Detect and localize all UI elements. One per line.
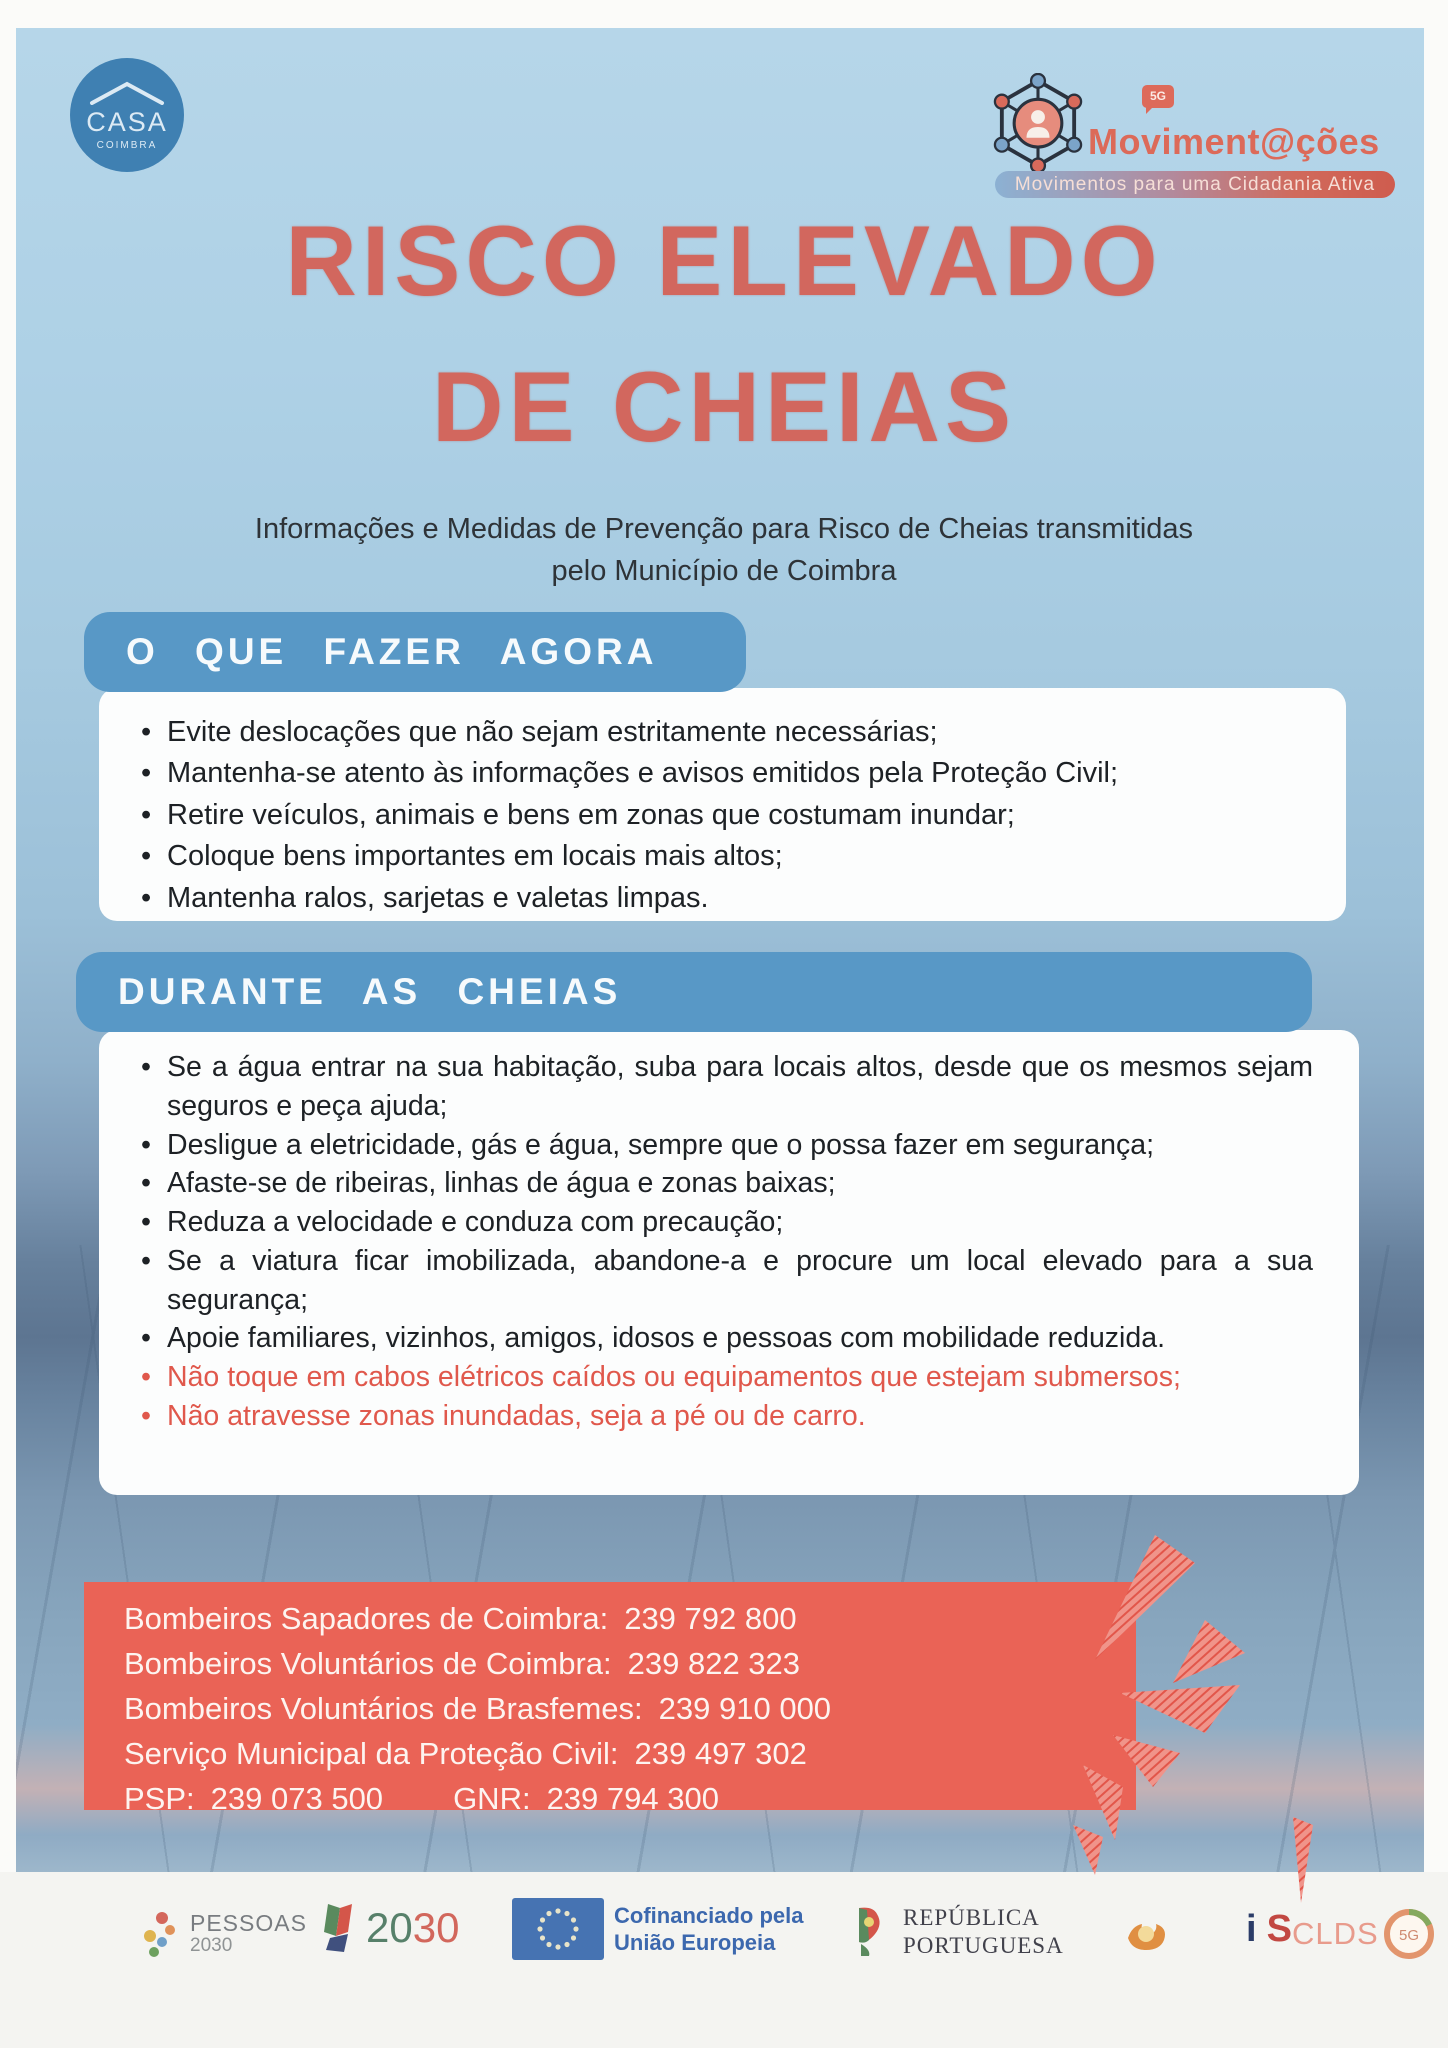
contact-number: 239 073 500	[210, 1781, 384, 1816]
pessoas-2030-subtext: 2030	[190, 1935, 233, 1957]
hands-emblem-logo	[1122, 1912, 1170, 1952]
contact-number: 239 497 302	[634, 1736, 807, 1771]
contact-line	[124, 1776, 1136, 1821]
republica-portuguesa-logo	[855, 1904, 1064, 1959]
pessoas-2030-icon	[138, 1910, 180, 1958]
2030-digits-30: 30	[412, 1904, 460, 1951]
contact-line	[124, 1596, 1136, 1641]
svg-text:5G: 5G	[1398, 1927, 1419, 1944]
casa-logo-subtext: COIMBRA	[96, 140, 158, 151]
contact-number: 239 822 323	[627, 1646, 801, 1681]
list-item: • Coloque bens importantes em locais mais altos;	[135, 836, 1306, 877]
casa-logo-text: CASA	[86, 107, 168, 137]
clds-text: CLDS	[1292, 1916, 1379, 1951]
contact-pair	[453, 1781, 719, 1816]
republica-text-line-2: PORTUGUESA	[903, 1932, 1064, 1958]
contact-number: 239 794 300	[546, 1781, 719, 1816]
contact-pair	[124, 1781, 383, 1816]
what-to-do-now-panel	[99, 688, 1346, 921]
iss-letter-s: S	[1266, 1908, 1292, 1950]
contact-label: Bombeiros Voluntários de Brasfemes:	[124, 1691, 643, 1726]
casa-coimbra-logo	[70, 58, 184, 172]
movimentacoes-tagline: Movimentos para uma Cidadania Ativa	[995, 171, 1395, 198]
list-item-warning: • Não atravesse zonas inundadas, seja a pé ou de carro.	[135, 1397, 1313, 1436]
contact-label: Bombeiros Sapadores de Coimbra:	[124, 1601, 609, 1636]
what-to-do-now-list	[135, 712, 1306, 919]
list-item: • Desligue a eletricidade, gás e água, sempre que o possa fazer em segurança;	[135, 1126, 1313, 1165]
republica-text-line-1: REPÚBLICA	[903, 1905, 1040, 1930]
list-item: • Mantenha ralos, sarjetas e valetas limpas.	[135, 878, 1306, 919]
portuguese-flag-icon	[855, 1906, 893, 1958]
list-item: • Evite deslocações que não sejam estritamente necessárias;	[135, 712, 1306, 753]
list-item: • Apoie familiares, vizinhos, amigos, idosos e pessoas com mobilidade reduzida.	[135, 1319, 1313, 1358]
contact-line	[124, 1686, 1136, 1731]
contact-label: Bombeiros Voluntários de Coimbra:	[124, 1646, 612, 1681]
pessoas-2030-logo	[138, 1910, 307, 1958]
contact-label: PSP:	[124, 1781, 195, 1816]
subtitle-line-1: Informações e Medidas de Prevenção para Risco de Cheias transmitidas	[254, 513, 1194, 545]
pessoas-2030-text: PESSOAS	[190, 1909, 307, 1936]
contact-line	[124, 1641, 1136, 1686]
hands-flame-icon	[1122, 1912, 1170, 1952]
network-people-icon	[988, 73, 1088, 181]
iss-letter-i: i	[1246, 1908, 1257, 1950]
portugal-2030-flag-icon	[322, 1902, 356, 1954]
roof-icon	[88, 79, 166, 105]
during-floods-list	[135, 1048, 1313, 1436]
5g-badge: 5G	[1142, 85, 1174, 108]
portugal-2030-logo	[322, 1902, 459, 1954]
page-title	[0, 188, 1448, 479]
movimentacoes-logo	[950, 55, 1400, 205]
section-header-during-floods: DURANTE AS CHEIAS	[76, 952, 1312, 1032]
page-subtitle	[0, 508, 1448, 592]
movimentacoes-title: Moviment@ções	[1088, 121, 1380, 162]
eu-flag-icon	[512, 1898, 604, 1960]
eu-cofinancing-logo	[512, 1898, 803, 1960]
list-item-warning: • Não toque em cabos elétricos caídos ou equipamentos que estejam submersos;	[135, 1358, 1313, 1397]
contact-line	[124, 1731, 1136, 1776]
eu-text-line-2: União Europeia	[614, 1930, 776, 1955]
list-item: • Se a água entrar na sua habitação, suba para locais altos, desde que os mesmos sejam seguros e peça ajuda;	[135, 1048, 1313, 1126]
section-header-what-to-do-now: O QUE FAZER AGORA	[84, 612, 746, 692]
red-burst-decoration	[1055, 1525, 1355, 1915]
during-floods-panel	[99, 1030, 1359, 1495]
eu-text-line-1: Cofinanciado pela	[614, 1902, 804, 1928]
list-item: • Afaste-se de ribeiras, linhas de água e zonas baixas;	[135, 1164, 1313, 1203]
contact-label: Serviço Municipal da Proteção Civil:	[124, 1736, 619, 1771]
contact-number: 239 910 000	[658, 1691, 832, 1726]
clds-5g-badge-icon	[1381, 1906, 1437, 1962]
list-item: • Mantenha-se atento às informações e avisos emitidos pela Proteção Civil;	[135, 753, 1306, 794]
contact-number: 239 792 800	[624, 1601, 797, 1636]
list-item: • Reduza a velocidade e conduza com precaução;	[135, 1203, 1313, 1242]
title-line-2: DE CHEIAS	[431, 350, 1017, 462]
list-item: • Retire veículos, animais e bens em zonas que costumam inundar;	[135, 795, 1306, 836]
title-line-1: RISCO ELEVADO	[285, 205, 1163, 316]
list-item: • Se a viatura ficar imobilizada, abandone-a e procure um local elevado para a sua segurança;	[135, 1242, 1313, 1320]
emergency-contacts-box	[84, 1582, 1136, 1816]
contact-label: GNR:	[453, 1781, 531, 1816]
2030-digits-20: 20	[366, 1904, 413, 1951]
subtitle-line-2: pelo Município de Coimbra	[551, 555, 897, 588]
